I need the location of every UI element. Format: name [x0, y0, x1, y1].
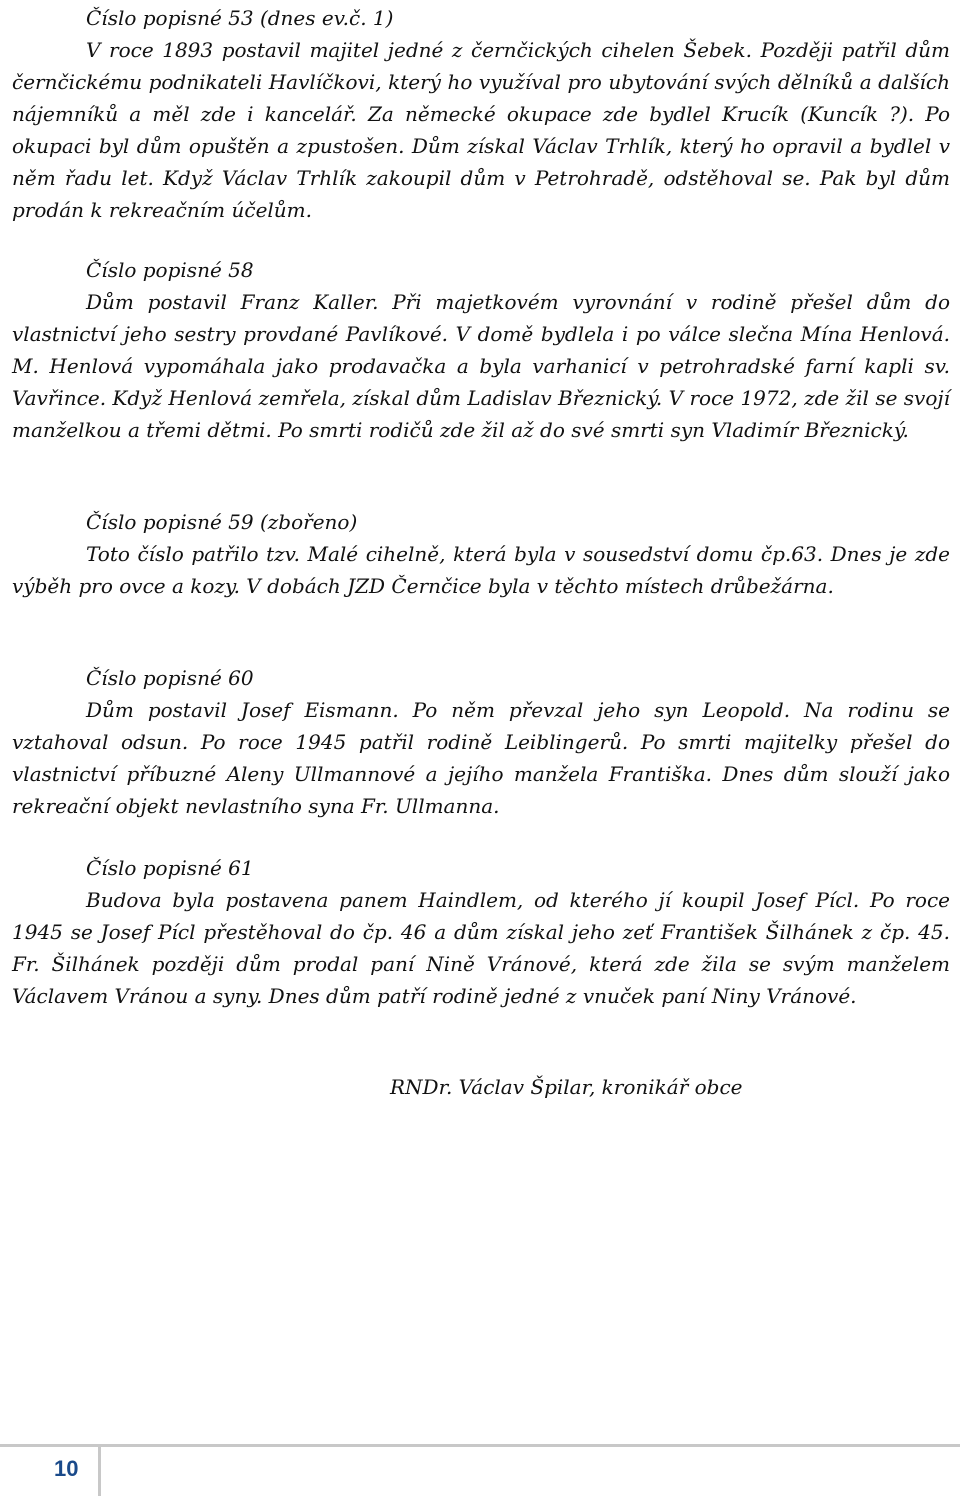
footer-rule	[0, 1444, 960, 1447]
author-signature: RNDr. Václav Špilar, kronikář obce	[390, 1075, 743, 1099]
page-footer	[0, 1440, 960, 1496]
section-cp-53	[12, 2, 950, 226]
section-heading: Číslo popisné 58	[86, 258, 254, 282]
section-cp-58	[12, 254, 950, 446]
section-paragraph: Toto číslo patřilo tzv. Malé cihelně, která byla v sousedství domu čp.63. Dnes je zde výběh pro ovce a kozy. V dobách JZD Černčice byla v těchto místech drůbežárna.	[12, 542, 950, 598]
section-paragraph: V roce 1893 postavil majitel jedné z černčických cihelen Šebek. Později patřil dům černčickému podnikateli Havlíčkovi, který ho využíval pro ubytování svých dělníků a dalších nájemníků a měl zde i kancelář. Za německé okupace zde bydlel Krucík (Kuncík ?). Po okupaci byl dům opuštěn a zpustošen. Dům získal Václav Trhlík, který ho opravil a bydlel v něm řadu let. Když Václav Trhlík zakoupil dům v Petrohradě, odstěhoval se. Pak byl dům prodán k rekreačním účelům.	[12, 38, 950, 222]
footer-divider	[98, 1444, 101, 1496]
section-paragraph: Budova byla postavena panem Haindlem, od kterého jí koupil Josef Pícl. Po roce 1945 se Josef Pícl přestěhoval do čp. 46 a dům získal jeho zeť František Šilhánek z čp. 45. Fr. Šilhánek později dům prodal paní Nině Vránové, která zde žila se svým manželem Václavem Vránou a syny. Dnes dům patří rodině jedné z vnuček paní Niny Vránové.	[12, 888, 950, 1008]
section-heading: Číslo popisné 53 (dnes ev.č. 1)	[86, 6, 394, 30]
section-paragraph: Dům postavil Franz Kaller. Při majetkovém vyrovnání v rodině přešel dům do vlastnictví jeho sestry provdané Pavlíkové. V domě bydlela i po válce slečna Mína Henlová. M. Henlová vypomáhala jako prodavačka a byla varhanicí v petrohradské farní kapli sv. Vavřince. Když Henlová zemřela, získal dům Ladislav Březnický. V roce 1972, zde žil se svojí manželkou a třemi dětmi. Po smrti rodičů zde žil až do své smrti syn Vladimír Březnický.	[12, 290, 950, 442]
page-number: 10	[54, 1456, 79, 1481]
section-cp-59	[12, 506, 950, 602]
section-heading: Číslo popisné 61	[86, 856, 254, 880]
section-cp-60	[12, 662, 950, 822]
section-paragraph: Dům postavil Josef Eismann. Po něm převzal jeho syn Leopold. Na rodinu se vztahoval odsun. Po roce 1945 patřil rodině Leiblingerů. Po smrti majitelky přešel do vlastnictví příbuzné Aleny Ullmannové a jejího manžela Františka. Dnes dům slouží jako rekreační objekt nevlastního syna Fr. Ullmanna.	[12, 698, 950, 818]
section-cp-61	[12, 852, 950, 1012]
section-heading: Číslo popisné 60	[86, 666, 254, 690]
section-heading: Číslo popisné 59 (zbořeno)	[86, 510, 358, 534]
